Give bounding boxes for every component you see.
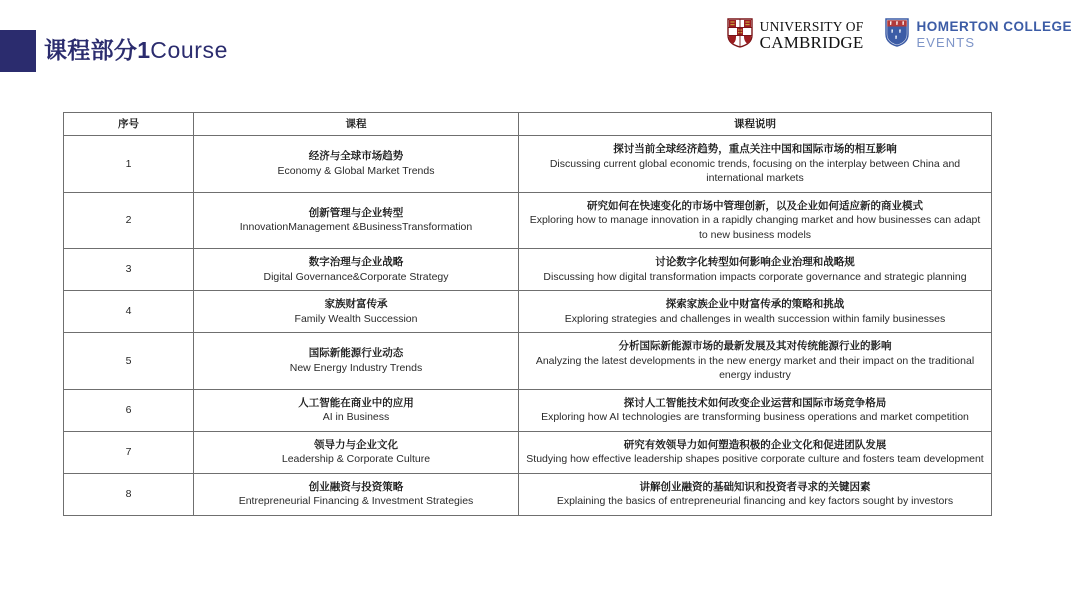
cell-course-description: [519, 431, 992, 473]
cell-course-name: [194, 192, 519, 249]
course-name-en: Entrepreneurial Financing & Investment Strategies: [238, 495, 474, 507]
course-description-en: Studying how effective leadership shapes positive corporate culture and fosters team development: [526, 453, 984, 465]
course-name-en: Family Wealth Succession: [294, 312, 418, 325]
university-of-cambridge-logo: [727, 18, 864, 53]
course-description-cn: 研究如何在快速变化的市场中管理创新，以及企业如何适应新的商业模式: [587, 199, 923, 212]
course-name-cn: 领导力与企业文化: [314, 438, 398, 451]
course-name-cn: 国际新能源行业动态: [308, 347, 404, 360]
course-description-cn: 分析国际新能源市场的最新发展及其对传统能源行业的影响: [618, 340, 892, 352]
table-header: [64, 113, 992, 136]
course-table: [63, 112, 992, 516]
table-row: [64, 291, 992, 333]
course-description-cn: 探讨人工智能技术如何改变企业运营和国际市场竞争格局: [623, 396, 887, 409]
course-name-en: Leadership & Corporate Culture: [281, 453, 431, 465]
course-name-cn: 创业融资与投资策略: [308, 480, 404, 493]
table-row: [64, 136, 992, 193]
cell-course-description: [519, 136, 992, 193]
cell-course-description: [519, 473, 992, 515]
cell-row-number: 3: [64, 249, 194, 291]
cell-course-description: [519, 249, 992, 291]
table-row: [64, 473, 992, 515]
cell-course-name: [194, 431, 519, 473]
course-description-cn: 探讨当前全球经济趋势，重点关注中国和国际市场的相互影响: [613, 143, 897, 155]
course-name-en: Digital Governance&Corporate Strategy: [263, 270, 449, 283]
table-row: [64, 389, 992, 431]
cell-course-description: [519, 389, 992, 431]
course-description-en: Exploring how to manage innovation in a rapidly changing market and how businesses can adapt to new business models: [529, 214, 981, 241]
cell-course-description: [519, 192, 992, 249]
title-accent-bar: [0, 30, 36, 72]
cell-row-number: 6: [64, 389, 194, 431]
logo-group: [727, 18, 1072, 53]
course-name-cn: 经济与全球市场趋势: [308, 150, 404, 163]
slide-header: [0, 0, 1080, 100]
page-title-cn: 课程部分1: [44, 37, 151, 63]
course-description-cn: 研究有效领导力如何塑造积极的企业文化和促进团队发展: [623, 438, 887, 451]
course-description-cn: 探索家族企业中财富传承的策略和挑战: [665, 298, 845, 310]
column-header-course: 课程: [194, 113, 519, 136]
cell-row-number: 4: [64, 291, 194, 333]
page-title-en: Course: [150, 37, 229, 63]
course-description-en: Discussing current global economic trends, focusing on the interplay between China and international markets: [549, 157, 961, 184]
cell-course-name: [194, 333, 519, 390]
homerton-wordmark-line1: HOMERTON COLLEGE: [916, 19, 1072, 35]
course-name-cn: 家族财富传承: [324, 298, 388, 310]
column-header-no: 序号: [64, 113, 194, 136]
cambridge-wordmark-line1: UNIVERSITY OF: [759, 18, 864, 34]
homerton-college-logo: [885, 18, 1072, 52]
cell-row-number: 2: [64, 192, 194, 249]
course-name-en: AI in Business: [322, 411, 390, 423]
cell-row-number: 8: [64, 473, 194, 515]
cambridge-wordmark-line2: CAMBRIDGE: [759, 33, 864, 53]
cell-row-number: 7: [64, 431, 194, 473]
course-description-cn: 讨论数字化转型如何影响企业治理和战略规: [655, 256, 855, 268]
course-name-cn: 数字治理与企业战略: [308, 256, 404, 268]
cambridge-wordmark: [760, 20, 864, 52]
cell-course-name: [194, 389, 519, 431]
table-row: [64, 192, 992, 249]
course-description-en: Exploring how AI technologies are transforming business operations and market competition: [541, 411, 969, 423]
cell-course-name: [194, 136, 519, 193]
course-description-en: Discussing how digital transformation impacts corporate governance and strategic planning: [543, 270, 967, 283]
table-row: [64, 249, 992, 291]
table-body: [64, 136, 992, 516]
cell-course-name: [194, 473, 519, 515]
course-description-en: Explaining the basics of entrepreneurial financing and key factors sought by investors: [556, 495, 954, 507]
course-name-en: Economy & Global Market Trends: [277, 164, 435, 177]
page-title: [44, 33, 228, 67]
cell-course-name: [194, 291, 519, 333]
course-description-en: Exploring strategies and challenges in wealth succession within family businesses: [564, 312, 946, 325]
cell-course-name: [194, 249, 519, 291]
course-name-en: New Energy Industry Trends: [289, 361, 423, 374]
course-name-cn: 创新管理与企业转型: [308, 206, 404, 219]
cell-row-number: 1: [64, 136, 194, 193]
table-header-row: [64, 113, 992, 136]
cell-row-number: 5: [64, 333, 194, 390]
course-description-cn: 讲解创业融资的基础知识和投资者寻求的关键因素: [639, 480, 871, 493]
course-description-en: Analyzing the latest developments in the new energy market and their impact on the traditional energy industry: [535, 354, 975, 381]
course-name-en: InnovationManagement &BusinessTransformation: [239, 221, 473, 234]
cell-course-description: [519, 291, 992, 333]
homerton-crest-icon: [885, 18, 909, 52]
homerton-wordmark: [916, 20, 1072, 50]
column-header-desc: 课程说明: [519, 113, 992, 136]
cell-course-description: [519, 333, 992, 390]
course-name-cn: 人工智能在商业中的应用: [298, 396, 414, 409]
table-row: [64, 431, 992, 473]
homerton-wordmark-line2: EVENTS: [916, 35, 976, 51]
cambridge-crest-icon: [727, 18, 753, 53]
table-row: [64, 333, 992, 390]
